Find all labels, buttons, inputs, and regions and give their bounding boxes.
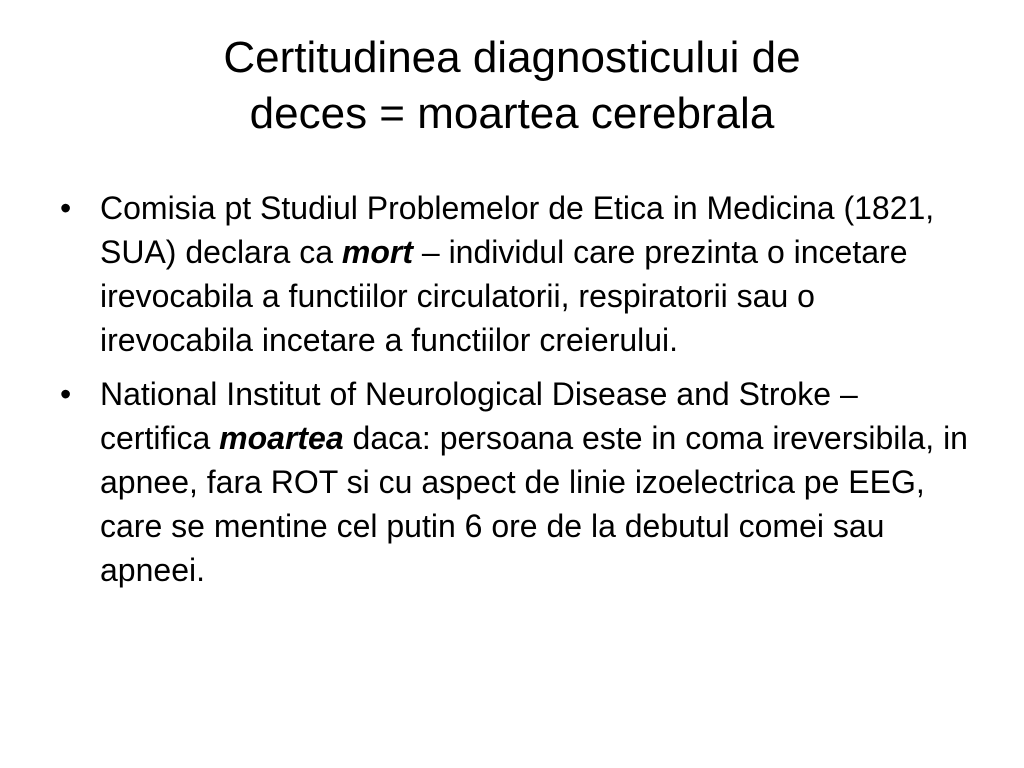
bullet-text-2-emphasis: moartea <box>219 420 344 456</box>
bullet-text-1-after: – individul care prezinta o incetare irevocabila a functiilor circulatorii, respiratorii sau o irevocabila incetare a functiilor creierului. <box>100 234 908 358</box>
slide-title <box>60 30 964 142</box>
bullet-dot-icon: • <box>60 190 72 226</box>
bullet-text-2-before: National Institut of Neurological Disease and Stroke – certifica <box>100 376 858 456</box>
bullet-dot-icon: • <box>60 376 72 412</box>
slide-title-line-1: Certitudinea diagnosticului de <box>223 33 801 82</box>
bullet-item-2 <box>60 372 970 592</box>
bullet-text-2-after: daca: persoana este in coma ireversibila, in apnee, fara ROT si cu aspect de linie izoelectrica pe EEG, care se mentine cel putin 6 ore de la debutul comei sau apneei. <box>100 420 968 588</box>
bullet-text-1-before: Comisia pt Studiul Problemelor de Etica in Medicina (1821, SUA) declara ca <box>100 190 935 270</box>
slide-title-line-2: deces = moartea cerebrala <box>249 89 775 138</box>
bullet-item-1 <box>60 186 970 362</box>
bullet-list <box>60 186 970 602</box>
bullet-text-1-emphasis: mort <box>341 234 413 270</box>
